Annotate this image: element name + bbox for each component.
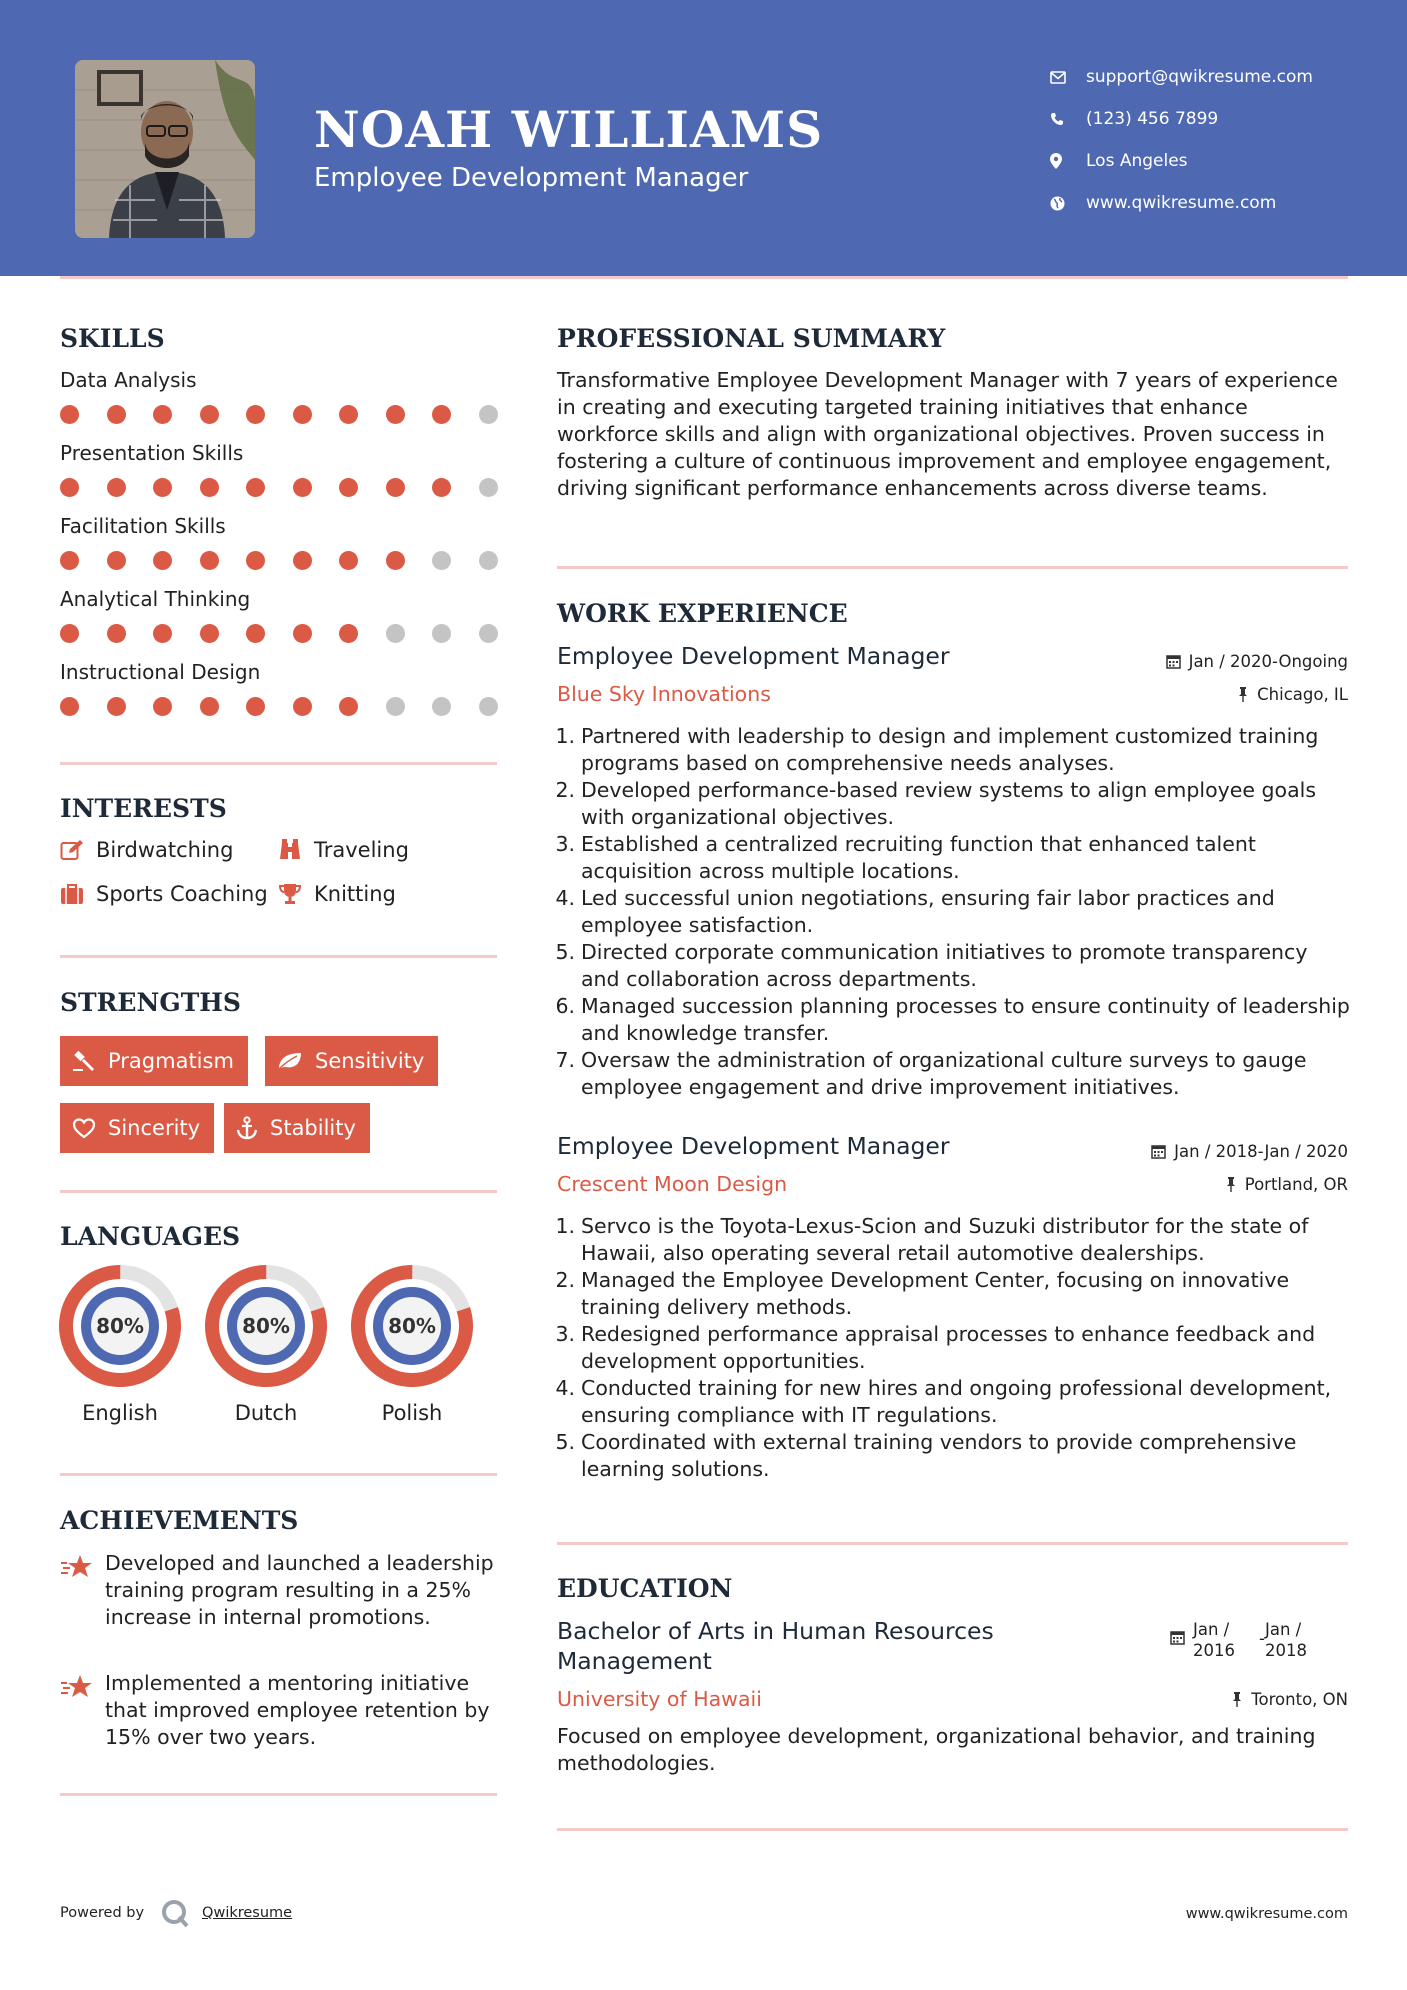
bullet-number: 2. (555, 1268, 575, 1292)
skill-dot-filled (153, 405, 172, 424)
skill-dot-filled (339, 405, 358, 424)
skill-dot-filled (200, 697, 219, 716)
bullet-text: Coordinated with external training vendors to provide comprehensive learning solutions. (581, 1430, 1297, 1481)
job-dates-text: Jan / 2018-Jan / 2020 (1174, 1142, 1348, 1161)
skill-name: Analytical Thinking (60, 587, 251, 611)
qwikresume-logo-icon (160, 1898, 190, 1928)
interest-item (278, 838, 409, 862)
job-bullet (551, 777, 1351, 831)
education-dates (1170, 1619, 1317, 1661)
language-percent: 80% (96, 1314, 144, 1338)
strength-label: Sensitivity (315, 1049, 425, 1073)
skill-dot-filled (386, 405, 405, 424)
phone-icon (1050, 112, 1086, 126)
skill-dot-filled (60, 478, 79, 497)
bullet-number: 5. (555, 1430, 575, 1454)
strength-tag (224, 1103, 370, 1153)
job-dates (1151, 1142, 1348, 1161)
binoculars-icon (278, 839, 314, 861)
language-donut (351, 1265, 473, 1387)
education-start: Jan / 2016 (1193, 1620, 1235, 1660)
strength-tag (60, 1103, 214, 1153)
language-percent: 80% (388, 1314, 436, 1338)
contact-list (1050, 56, 1313, 224)
strength-tag (60, 1036, 248, 1086)
achievement-text: Developed and launched a leadership training program resulting in a 25% increase in internal promotions. (105, 1551, 494, 1629)
interest-label: Birdwatching (96, 838, 234, 862)
skill-name: Facilitation Skills (60, 514, 226, 538)
interest-item (60, 838, 233, 862)
interest-item (60, 882, 268, 906)
globe-icon (1050, 196, 1086, 211)
summary-title: PROFESSIONAL SUMMARY (557, 324, 946, 353)
job-title: Employee Development Manager (557, 1132, 950, 1160)
contact-phone[interactable] (1050, 98, 1313, 140)
bullet-number: 2. (555, 778, 575, 802)
calendar-icon (1151, 1144, 1166, 1159)
skill-dot-filled (339, 624, 358, 643)
anchor-icon (236, 1116, 258, 1140)
skill-dot-filled (60, 624, 79, 643)
summary-text: Transformative Employee Development Manager with 7 years of experience in creating and executing targeted training initiatives that enhance workforce skills and align with organizational objectives. Proven success in fostering a culture of continuous improvement and employee engagement, driving significant performance enhancements across diverse teams. (557, 368, 1338, 500)
skill-dot-filled (153, 478, 172, 497)
degree-title: Bachelor of Arts in Human Resources Management (557, 1617, 994, 1675)
briefcase-icon (60, 883, 96, 905)
strength-tag (265, 1036, 438, 1086)
skill-dot-filled (107, 697, 126, 716)
skill-dot-filled (153, 697, 172, 716)
skill-dot-filled (246, 624, 265, 643)
education-description: Focused on employee development, organizational behavior, and training methodologies. (557, 1724, 1316, 1775)
bullet-number: 1. (555, 1214, 575, 1238)
candidate-role: Employee Development Manager (314, 163, 749, 193)
profile-photo (75, 60, 255, 238)
section-divider (60, 1190, 497, 1193)
bullet-number: 7. (555, 1048, 575, 1072)
job-bullet (551, 831, 1351, 885)
skill-dot-filled (246, 478, 265, 497)
skill-dot-empty (479, 405, 498, 424)
interest-label: Knitting (314, 882, 396, 906)
pushpin-icon (1225, 1177, 1237, 1193)
company-name: Crescent Moon Design (557, 1172, 788, 1196)
strength-label: Sincerity (108, 1116, 201, 1140)
language-name: Dutch (234, 1401, 298, 1425)
skill-name: Data Analysis (60, 368, 197, 392)
contact-email-text: support@qwikresume.com (1086, 67, 1313, 87)
skill-dot-filled (386, 551, 405, 570)
section-divider (557, 1828, 1348, 1831)
heart-icon (72, 1118, 96, 1139)
contact-phone-text: (123) 456 7899 (1086, 109, 1219, 129)
bullet-text: Partnered with leadership to design and implement customized training programs based on comprehensive needs analyses. (581, 724, 1319, 775)
bullet-number: 4. (555, 1376, 575, 1400)
skill-name: Instructional Design (60, 660, 261, 684)
skill-dot-filled (339, 697, 358, 716)
skill-dot-filled (246, 697, 265, 716)
job-bullet (551, 1213, 1351, 1267)
skill-dot-empty (432, 697, 451, 716)
skill-rating (60, 478, 500, 498)
bullet-number: 4. (555, 886, 575, 910)
bullet-text: Servco is the Toyota-Lexus-Scion and Suzuki distributor for the state of Hawaii, also operating several retail automotive dealerships. (581, 1214, 1309, 1265)
pushpin-icon (1237, 687, 1249, 703)
education-location-text: Toronto, ON (1251, 1690, 1348, 1709)
skill-dot-filled (339, 551, 358, 570)
school-name: University of Hawaii (557, 1687, 762, 1711)
skill-dot-empty (479, 551, 498, 570)
interest-label: Sports Coaching (96, 882, 268, 906)
brand-link[interactable]: Qwikresume (202, 1905, 293, 1921)
language-item (59, 1265, 181, 1425)
header-divider (60, 276, 1348, 279)
interests-title: INTERESTS (60, 794, 227, 823)
bullet-text: Developed performance-based review systems to align employee goals with organizational objectives. (581, 778, 1317, 829)
leaf-icon (277, 1051, 303, 1071)
language-item (351, 1265, 473, 1425)
skill-dot-filled (107, 478, 126, 497)
skill-dot-filled (107, 405, 126, 424)
contact-email[interactable] (1050, 56, 1313, 98)
location-pin-icon (1050, 153, 1086, 169)
job-bullets (551, 723, 1351, 1101)
star-icon (60, 1670, 105, 1751)
skill-dot-filled (432, 478, 451, 497)
contact-location-text: Los Angeles (1086, 151, 1188, 171)
skill-dot-filled (107, 551, 126, 570)
job-location-text: Portland, OR (1244, 1175, 1348, 1194)
skill-dot-filled (293, 551, 312, 570)
skill-dot-filled (293, 478, 312, 497)
bullet-text: Oversaw the administration of organizational culture surveys to gauge employee engagement and drive improvement initiatives. (581, 1048, 1307, 1099)
strength-label: Stability (270, 1116, 356, 1140)
education-date-separator: - (1259, 1629, 1265, 1648)
skill-dot-empty (479, 624, 498, 643)
job-location-text: Chicago, IL (1257, 685, 1348, 704)
job-bullet (551, 1047, 1351, 1101)
bullet-text: Directed corporate communication initiatives to promote transparency and collaboration across departments. (581, 940, 1308, 991)
resume-header (0, 0, 1407, 276)
job-bullet (551, 1321, 1351, 1375)
contact-location (1050, 140, 1313, 182)
skill-dot-filled (293, 405, 312, 424)
contact-website[interactable] (1050, 182, 1313, 224)
education-end: Jan / 2018 (1264, 1620, 1307, 1660)
email-icon (1050, 71, 1086, 84)
skill-rating (60, 551, 500, 571)
candidate-name: NOAH WILLIAMS (314, 100, 824, 159)
company-name: Blue Sky Innovations (557, 682, 771, 706)
gavel-icon (72, 1050, 96, 1072)
language-donut (59, 1265, 181, 1387)
pencil-square-icon (60, 839, 96, 861)
bullet-number: 3. (555, 1322, 575, 1346)
skill-dot-filled (60, 551, 79, 570)
skill-dot-filled (339, 478, 358, 497)
skill-dot-empty (386, 624, 405, 643)
skill-dot-filled (293, 624, 312, 643)
job-bullet (551, 1429, 1351, 1483)
skill-name: Presentation Skills (60, 441, 244, 465)
calendar-icon (1170, 1630, 1185, 1645)
skill-dot-filled (60, 405, 79, 424)
skill-dot-empty (479, 478, 498, 497)
education-location (1231, 1690, 1348, 1709)
bullet-text: Managed the Employee Development Center, focusing on innovative training delivery methods. (581, 1268, 1290, 1319)
strength-label: Pragmatism (108, 1049, 234, 1073)
job-dates (1166, 652, 1348, 671)
skill-dot-filled (200, 405, 219, 424)
section-divider (60, 1793, 497, 1796)
skill-dot-filled (200, 478, 219, 497)
education-title: EDUCATION (557, 1574, 733, 1603)
trophy-icon (278, 883, 314, 905)
bullet-number: 3. (555, 832, 575, 856)
pushpin-icon (1231, 1692, 1243, 1708)
job-bullet (551, 939, 1351, 993)
skill-dot-filled (200, 624, 219, 643)
skill-dot-empty (386, 697, 405, 716)
skill-dot-filled (60, 697, 79, 716)
section-divider (60, 762, 497, 765)
job-bullets (551, 1213, 1351, 1483)
skill-dot-filled (200, 551, 219, 570)
language-item (205, 1265, 327, 1425)
skill-dot-empty (432, 551, 451, 570)
footer-site[interactable]: www.qwikresume.com (1185, 1906, 1348, 1922)
language-donut (205, 1265, 327, 1387)
skill-dot-filled (386, 478, 405, 497)
skills-title: SKILLS (60, 324, 165, 353)
calendar-icon (1166, 654, 1181, 669)
footer-brand (60, 1898, 292, 1928)
contact-website-text: www.qwikresume.com (1086, 193, 1277, 213)
bullet-text: Established a centralized recruiting function that enhanced talent acquisition across multiple locations. (581, 832, 1256, 883)
skill-dot-empty (479, 697, 498, 716)
section-divider (60, 955, 497, 958)
achievement-item (60, 1550, 500, 1631)
skill-dot-filled (432, 405, 451, 424)
job-location (1237, 685, 1348, 704)
bullet-number: 5. (555, 940, 575, 964)
skill-rating (60, 697, 500, 717)
strengths-title: STRENGTHS (60, 988, 241, 1017)
achievement-text: Implemented a mentoring initiative that improved employee retention by 15% over two years. (105, 1671, 490, 1749)
star-icon (60, 1550, 105, 1631)
skill-rating (60, 405, 500, 425)
interest-item (278, 882, 396, 906)
powered-by-text: Powered by (60, 1905, 145, 1921)
job-bullet (551, 1267, 1351, 1321)
bullet-number: 6. (555, 994, 575, 1018)
interest-label: Traveling (314, 838, 409, 862)
skill-rating (60, 624, 500, 644)
job-title: Employee Development Manager (557, 642, 950, 670)
job-bullet (551, 993, 1351, 1047)
job-bullet (551, 1375, 1351, 1429)
job-dates-text: Jan / 2020-Ongoing (1188, 652, 1348, 671)
bullet-text: Led successful union negotiations, ensuring fair labor practices and employee satisfaction. (581, 886, 1275, 937)
skill-dot-filled (246, 405, 265, 424)
skill-dot-empty (432, 624, 451, 643)
bullet-text: Conducted training for new hires and ongoing professional development, ensuring compliance with IT regulations. (581, 1376, 1332, 1427)
skill-dot-filled (153, 624, 172, 643)
section-divider (557, 1542, 1348, 1545)
language-name: Polish (381, 1401, 443, 1425)
skill-dot-filled (107, 624, 126, 643)
skill-dot-filled (153, 551, 172, 570)
job-location (1225, 1175, 1348, 1194)
experience-title: WORK EXPERIENCE (557, 599, 848, 628)
language-name: English (82, 1401, 158, 1425)
skill-dot-filled (246, 551, 265, 570)
achievement-item (60, 1670, 500, 1751)
languages-title: LANGUAGES (60, 1222, 241, 1251)
job-bullet (551, 885, 1351, 939)
section-divider (557, 566, 1348, 569)
job-bullet (551, 723, 1351, 777)
bullet-text: Managed succession planning processes to ensure continuity of leadership and knowledge transfer. (581, 994, 1350, 1045)
bullet-number: 1. (555, 724, 575, 748)
skill-dot-filled (293, 697, 312, 716)
section-divider (60, 1473, 497, 1476)
language-percent: 80% (242, 1314, 290, 1338)
bullet-text: Redesigned performance appraisal processes to enhance feedback and development opportunities. (581, 1322, 1316, 1373)
achievements-title: ACHIEVEMENTS (60, 1506, 299, 1535)
